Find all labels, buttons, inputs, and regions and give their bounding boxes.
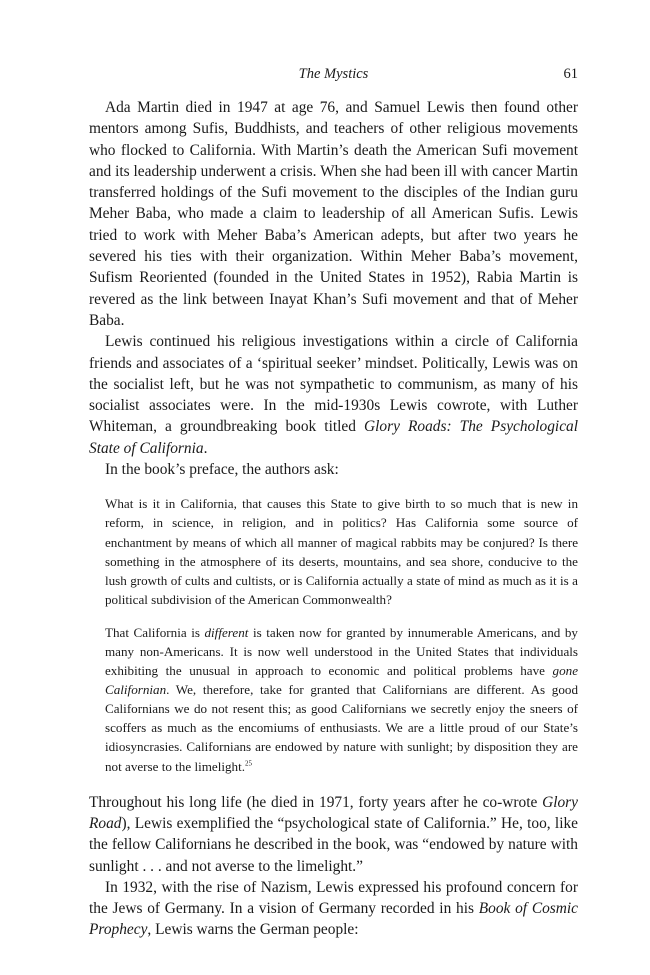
footnote-marker: 25 [245, 759, 252, 768]
quote-text: . We, therefore, take for granted that Californians are different. As good Californians we do not resent this; as good Californians we secretly enjoy the sneers of scoffers as much as the encomiums of enthusiasts. We are a little proud of our State’s idiosyncrasies. Californians are endowed by nature with sunlight; by disposition they are not averse to the limelight. [105, 682, 578, 774]
paragraph-text: , Lewis warns the German people: [147, 921, 359, 939]
paragraph-nazism [89, 877, 578, 941]
paragraph-text: Throughout his long life (he died in 1971, forty years after he co-wrote [89, 793, 543, 811]
paragraph-preface-intro: In the book’s preface, the authors ask: [105, 461, 339, 479]
book-title: Glory Roads: The Psychological State of California [89, 418, 578, 457]
page-header [89, 66, 578, 88]
emphasis: gone Californian [105, 663, 578, 698]
quote-text: is taken now for granted by innumerable Americans, and by many non-Americans. It is now well understood in the United States that individuals exhibiting the unusual in approach to economic and political problems have [105, 624, 578, 679]
quote-paragraph-2 [105, 623, 578, 776]
page-number: 61 [563, 66, 578, 82]
page-text [89, 97, 578, 941]
paragraph-long-life [89, 792, 578, 877]
book-title: Glory Road [89, 793, 578, 832]
book-title: Book of Cosmic Prophecy [89, 900, 578, 939]
quote-paragraph-1: What is it in California, that causes this State to give birth to so much that is new in reform, in science, in religion, and in politics? Has California some source of enchantment by means of which all manner of magical rabbits may be conjured? Is there something in the atmosphere of its deserts, mountains, and sea shore, conducive to the lush growth of cults and cultists, or is California actually a state of mind as much as it is a political subdivision of the American Commonwealth? [105, 496, 578, 607]
block-quote [105, 494, 578, 775]
paragraph-text: . [203, 439, 208, 457]
paragraph-text: In 1932, with the rise of Nazism, Lewis expressed his profound concern for the Jews of Germany. In a vision of Germany recorded in his [89, 878, 578, 918]
paragraph-ada-martin: Ada Martin died in 1947 at age 76, and Samuel Lewis then found other mentors among Sufis, Buddhists, and teachers of other religious movements who flocked to California. With Martin’s death the American Sufi movement and its leadership underwent a crisis. When she had been ill with cancer Martin transferred holdings of the Sufi movement to the disciples of the Indian guru Meher Baba, who made a claim to leadership of all American Sufis. Lewis tried to work with Meher Baba’s American adepts, but after two years he severed his ties with their organization. Within Meher Baba’s movement, Sufism Reoriented (founded in the United States in 1952), Rabia Martin is revered as the link between Inayat Khan’s Sufi movement and that of Meher Baba. [89, 99, 578, 329]
paragraph-lewis-investigations [89, 331, 578, 459]
paragraph-text: Lewis continued his religious investigations within a circle of California friends and associates of a ‘spiritual seeker’ mindset. Politically, Lewis was on the socialist left, but he was not sympathetic to communism, as many of his socialist associates were. In the mid-1930s Lewis cowrote, with Luther Whiteman, a groundbreaking book titled [89, 333, 578, 436]
emphasis: different [204, 624, 249, 640]
quote-text: That California is [105, 624, 205, 640]
paragraph-text: ), Lewis exemplified the “psychological state of California.” He, too, like the fellow Californians he described in the book, was “endowed by nature with sunlight . . . and not averse to the limelight.” [89, 814, 578, 875]
running-head: The Mystics [298, 66, 369, 82]
